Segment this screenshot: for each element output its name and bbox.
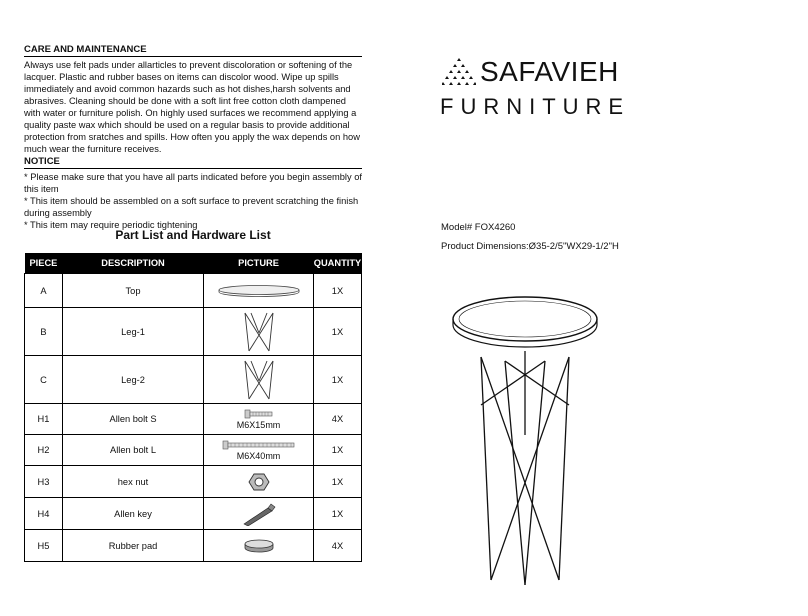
hex-nut-icon (248, 472, 270, 492)
picture-cell (204, 435, 314, 466)
description-cell: Leg-2 (62, 356, 203, 404)
table-row (25, 308, 362, 356)
description-cell: Leg-1 (62, 308, 203, 356)
picture-cell (204, 466, 314, 498)
care-heading: CARE AND MAINTENANCE (24, 44, 362, 57)
header-piece: PIECE (25, 253, 63, 274)
notice-item: * This item should be assembled on a soft surface to prevent scratching the finish during assembly (24, 196, 359, 218)
triangle-dots-logo-icon (442, 58, 476, 88)
table-row (25, 466, 362, 498)
picture-cell (204, 530, 314, 562)
table-row (25, 274, 362, 308)
brand-logo (440, 56, 631, 120)
leg-icon (239, 311, 279, 353)
table-row (25, 356, 362, 404)
picture-cell (204, 308, 314, 356)
piece-cell: H2 (25, 435, 63, 466)
piece-cell: A (25, 274, 63, 308)
description-cell: Rubber pad (62, 530, 203, 562)
table-row (25, 498, 362, 530)
picture-cell (204, 356, 314, 404)
description-cell: Allen bolt S (62, 404, 203, 435)
brand-subtitle: FURNITURE (440, 94, 631, 119)
piece-cell: H5 (25, 530, 63, 562)
brand-name: SAFAVIEH (480, 56, 619, 87)
bolt-short-icon (239, 409, 279, 419)
quantity-cell: 1X (313, 356, 361, 404)
picture-cell (204, 498, 314, 530)
table-row (25, 435, 362, 466)
piece-cell: H4 (25, 498, 63, 530)
notice-item: * Please make sure that you have all parts indicated before you begin assembly of this item (24, 172, 362, 194)
quantity-cell: 1X (313, 308, 361, 356)
piece-cell: B (25, 308, 63, 356)
description-cell: Allen bolt L (62, 435, 203, 466)
allen-key-icon (241, 502, 277, 526)
piece-cell: H1 (25, 404, 63, 435)
left-column (24, 44, 362, 231)
description-cell: Top (62, 274, 203, 308)
description-cell: Allen key (62, 498, 203, 530)
quantity-cell: 1X (313, 274, 361, 308)
leg-icon (239, 359, 279, 401)
picture-cell (204, 404, 314, 435)
bolt-size-label: M6X40mm (236, 450, 281, 461)
quantity-cell: 1X (313, 466, 361, 498)
parts-table (24, 253, 362, 562)
picture-cell (204, 274, 314, 308)
notice-heading: NOTICE (24, 156, 362, 169)
quantity-cell: 1X (313, 498, 361, 530)
piece-cell: C (25, 356, 63, 404)
care-text: Always use felt pads under allarticles to prevent discoloration or softening of the lacquer. Plastic and rubber bases on items can discolor wood. Wipe up spills immediately and avoid common hazards such as hot dishes,harsh solvents and abrasives. Cleaning should be done with a soft lint free cotton cloth dampened with water or furniture polish. On highly used surfaces we recommend applying a quality paste wax which should be used on a regular basis to provide additional protection from sratches and spills. How often you apply the wax depends on how much wear the furniture receives. (24, 60, 360, 154)
piece-cell: H3 (25, 466, 63, 498)
notice-list (24, 171, 362, 231)
product-dimensions: Product Dimensions:Ø35-2/5"WX29-1/2"H (441, 241, 619, 252)
round-top-icon (213, 283, 305, 299)
quantity-cell: 4X (313, 530, 361, 562)
side-table-illustration-icon (445, 295, 605, 595)
model-number: Model# FOX4260 (441, 222, 516, 233)
table-row (25, 530, 362, 562)
header-picture: PICTURE (204, 253, 314, 274)
table-row (25, 404, 362, 435)
bolt-long-icon (217, 440, 301, 450)
notice-item: * This item may require periodic tightening (24, 220, 198, 230)
table-header-row (25, 253, 362, 274)
bolt-size-label: M6X15mm (236, 419, 281, 430)
rubber-pad-icon (242, 539, 276, 553)
quantity-cell: 1X (313, 435, 361, 466)
parts-table-title: Part List and Hardware List (115, 228, 271, 242)
description-cell: hex nut (62, 466, 203, 498)
header-description: DESCRIPTION (62, 253, 203, 274)
quantity-cell: 4X (313, 404, 361, 435)
header-quantity: QUANTITY (313, 253, 361, 274)
